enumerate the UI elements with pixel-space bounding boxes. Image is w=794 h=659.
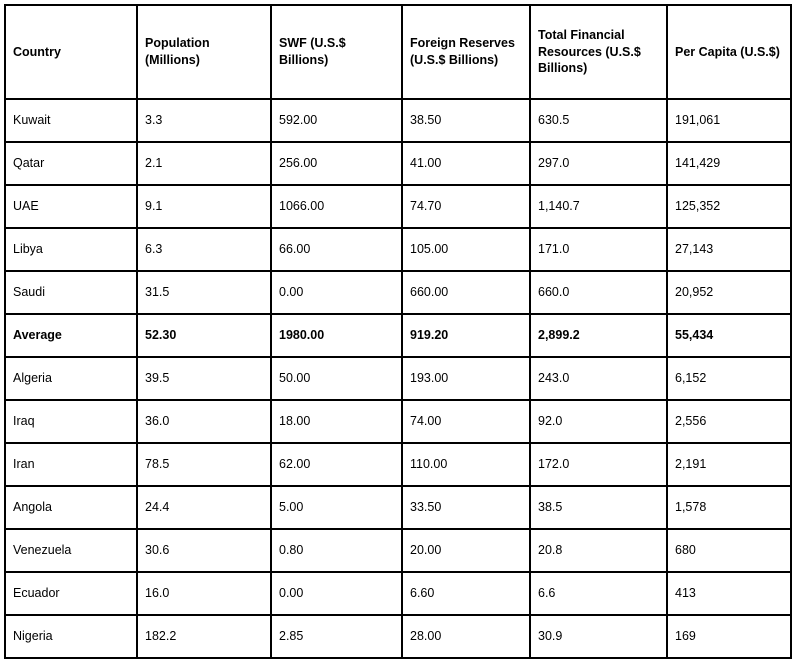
cell-population: 16.0 bbox=[137, 572, 271, 615]
table-row bbox=[5, 486, 791, 529]
table-row bbox=[5, 228, 791, 271]
table-row bbox=[5, 529, 791, 572]
cell-total-financial-resources: 92.0 bbox=[530, 400, 667, 443]
cell-foreign-reserves: 660.00 bbox=[402, 271, 530, 314]
cell-total-financial-resources: 171.0 bbox=[530, 228, 667, 271]
cell-foreign-reserves: 41.00 bbox=[402, 142, 530, 185]
cell-total-financial-resources: 30.9 bbox=[530, 615, 667, 658]
cell-population: 30.6 bbox=[137, 529, 271, 572]
cell-country: Algeria bbox=[5, 357, 137, 400]
cell-country: Angola bbox=[5, 486, 137, 529]
cell-population: 36.0 bbox=[137, 400, 271, 443]
cell-country: Venezuela bbox=[5, 529, 137, 572]
cell-country: Kuwait bbox=[5, 99, 137, 142]
cell-swf: 1980.00 bbox=[271, 314, 402, 357]
cell-total-financial-resources: 243.0 bbox=[530, 357, 667, 400]
table-row bbox=[5, 357, 791, 400]
cell-swf: 50.00 bbox=[271, 357, 402, 400]
column-header-population: Population (Millions) bbox=[137, 5, 271, 99]
cell-per-capita: 141,429 bbox=[667, 142, 791, 185]
cell-population: 39.5 bbox=[137, 357, 271, 400]
cell-country: UAE bbox=[5, 185, 137, 228]
cell-foreign-reserves: 38.50 bbox=[402, 99, 530, 142]
table-header-row bbox=[5, 5, 791, 99]
table-row bbox=[5, 400, 791, 443]
cell-total-financial-resources: 660.0 bbox=[530, 271, 667, 314]
column-header-total-financial-resources: Total Financial Resources (U.S.$ Billions) bbox=[530, 5, 667, 99]
cell-per-capita: 20,952 bbox=[667, 271, 791, 314]
financial-resources-table bbox=[4, 4, 792, 659]
cell-country: Nigeria bbox=[5, 615, 137, 658]
cell-foreign-reserves: 110.00 bbox=[402, 443, 530, 486]
cell-population: 31.5 bbox=[137, 271, 271, 314]
cell-country: Iraq bbox=[5, 400, 137, 443]
cell-foreign-reserves: 74.70 bbox=[402, 185, 530, 228]
cell-per-capita: 680 bbox=[667, 529, 791, 572]
cell-population: 6.3 bbox=[137, 228, 271, 271]
column-header-country: Country bbox=[5, 5, 137, 99]
cell-foreign-reserves: 6.60 bbox=[402, 572, 530, 615]
cell-population: 3.3 bbox=[137, 99, 271, 142]
cell-foreign-reserves: 193.00 bbox=[402, 357, 530, 400]
cell-swf: 592.00 bbox=[271, 99, 402, 142]
cell-foreign-reserves: 20.00 bbox=[402, 529, 530, 572]
table-body bbox=[5, 99, 791, 658]
cell-per-capita: 125,352 bbox=[667, 185, 791, 228]
cell-total-financial-resources: 630.5 bbox=[530, 99, 667, 142]
cell-foreign-reserves: 28.00 bbox=[402, 615, 530, 658]
cell-country: Iran bbox=[5, 443, 137, 486]
cell-country: Saudi bbox=[5, 271, 137, 314]
cell-swf: 0.00 bbox=[271, 271, 402, 314]
cell-population: 24.4 bbox=[137, 486, 271, 529]
cell-per-capita: 1,578 bbox=[667, 486, 791, 529]
cell-swf: 66.00 bbox=[271, 228, 402, 271]
cell-total-financial-resources: 1,140.7 bbox=[530, 185, 667, 228]
table-row bbox=[5, 615, 791, 658]
cell-foreign-reserves: 105.00 bbox=[402, 228, 530, 271]
cell-swf: 1066.00 bbox=[271, 185, 402, 228]
cell-total-financial-resources: 2,899.2 bbox=[530, 314, 667, 357]
cell-swf: 5.00 bbox=[271, 486, 402, 529]
cell-swf: 18.00 bbox=[271, 400, 402, 443]
cell-population: 9.1 bbox=[137, 185, 271, 228]
cell-per-capita: 2,191 bbox=[667, 443, 791, 486]
cell-country: Ecuador bbox=[5, 572, 137, 615]
cell-population: 52.30 bbox=[137, 314, 271, 357]
cell-per-capita: 2,556 bbox=[667, 400, 791, 443]
cell-foreign-reserves: 74.00 bbox=[402, 400, 530, 443]
table-row bbox=[5, 142, 791, 185]
cell-per-capita: 6,152 bbox=[667, 357, 791, 400]
table-row bbox=[5, 271, 791, 314]
cell-total-financial-resources: 6.6 bbox=[530, 572, 667, 615]
cell-total-financial-resources: 172.0 bbox=[530, 443, 667, 486]
cell-country: Libya bbox=[5, 228, 137, 271]
cell-country: Qatar bbox=[5, 142, 137, 185]
cell-country: Average bbox=[5, 314, 137, 357]
cell-swf: 0.00 bbox=[271, 572, 402, 615]
cell-foreign-reserves: 33.50 bbox=[402, 486, 530, 529]
cell-population: 2.1 bbox=[137, 142, 271, 185]
cell-total-financial-resources: 38.5 bbox=[530, 486, 667, 529]
cell-foreign-reserves: 919.20 bbox=[402, 314, 530, 357]
cell-swf: 256.00 bbox=[271, 142, 402, 185]
cell-population: 78.5 bbox=[137, 443, 271, 486]
column-header-foreign-reserves: Foreign Reserves (U.S.$ Billions) bbox=[402, 5, 530, 99]
cell-total-financial-resources: 20.8 bbox=[530, 529, 667, 572]
cell-per-capita: 169 bbox=[667, 615, 791, 658]
cell-swf: 2.85 bbox=[271, 615, 402, 658]
table-row bbox=[5, 314, 791, 357]
cell-per-capita: 27,143 bbox=[667, 228, 791, 271]
cell-swf: 62.00 bbox=[271, 443, 402, 486]
table-row bbox=[5, 572, 791, 615]
table-row bbox=[5, 443, 791, 486]
column-header-swf: SWF (U.S.$ Billions) bbox=[271, 5, 402, 99]
cell-per-capita: 413 bbox=[667, 572, 791, 615]
cell-swf: 0.80 bbox=[271, 529, 402, 572]
cell-per-capita: 55,434 bbox=[667, 314, 791, 357]
cell-total-financial-resources: 297.0 bbox=[530, 142, 667, 185]
cell-population: 182.2 bbox=[137, 615, 271, 658]
table-row bbox=[5, 185, 791, 228]
table-row bbox=[5, 99, 791, 142]
table-header bbox=[5, 5, 791, 99]
column-header-per-capita: Per Capita (U.S.$) bbox=[667, 5, 791, 99]
cell-per-capita: 191,061 bbox=[667, 99, 791, 142]
